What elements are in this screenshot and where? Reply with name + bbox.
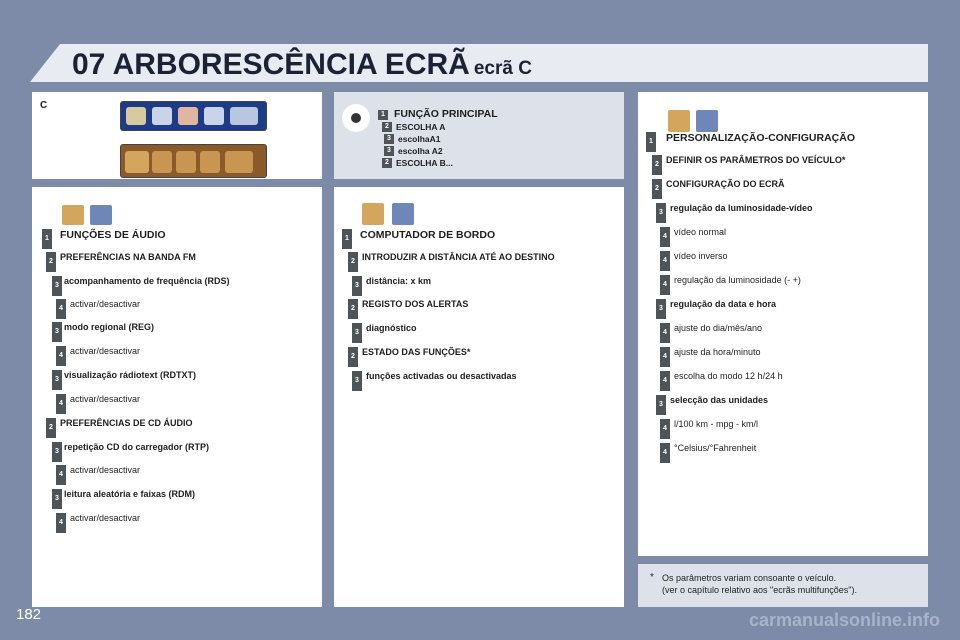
footnote-star: * xyxy=(650,572,654,583)
config-item: selecção das unidades xyxy=(670,395,769,405)
config-item: °Celsius/°Fahrenheit xyxy=(674,443,757,453)
level-badge: 4 xyxy=(660,371,670,391)
audio-functions-panel xyxy=(32,187,322,607)
level-badge: 2 xyxy=(652,155,662,175)
navigation-icon xyxy=(225,151,253,173)
choice-a: ESCOLHA A xyxy=(396,122,446,132)
brightness-icon xyxy=(342,104,370,132)
level-badge: 2 xyxy=(348,347,358,367)
config-item: regulação da data e hora xyxy=(670,299,777,309)
level-badge: 2 xyxy=(382,122,392,132)
computer-icon xyxy=(152,107,172,125)
fuel-icon-blue xyxy=(392,203,414,225)
settings-icon xyxy=(176,151,196,173)
level-badge: 4 xyxy=(56,299,66,319)
phone-icon xyxy=(200,151,220,173)
level-badge: 2 xyxy=(652,179,662,199)
footnote-line-2: (ver o capítulo relativo aos "ecrãs multifunções"). xyxy=(662,585,857,595)
audio-item: visualização rádiotext (RDTXT) xyxy=(64,370,197,380)
level-badge: 1 xyxy=(646,132,656,152)
level-badge: 3 xyxy=(52,322,62,342)
settings-icon-blue xyxy=(696,110,718,132)
level-badge: 4 xyxy=(56,394,66,414)
level-badge: 3 xyxy=(656,395,666,415)
choice-b: ESCOLHA B... xyxy=(396,158,453,168)
level-badge: 3 xyxy=(352,323,362,343)
screen-label: C xyxy=(40,100,48,111)
level-badge: 3 xyxy=(656,203,666,223)
audio-icon xyxy=(126,107,146,125)
computer-icon xyxy=(152,151,172,173)
level-badge: 3 xyxy=(384,134,394,144)
navigation-icon xyxy=(230,107,258,125)
main-function-panel xyxy=(334,92,624,179)
audio-item: repetição CD do carregador (RTP) xyxy=(64,442,210,452)
audio-item: leitura aleatória e faixas (RDM) xyxy=(64,489,196,499)
choice-a1: escolhaA1 xyxy=(398,134,441,144)
audio-item: modo regional (REG) xyxy=(64,322,154,332)
personalization-panel xyxy=(638,92,928,556)
level-badge: 4 xyxy=(660,227,670,247)
level-badge: 4 xyxy=(660,443,670,463)
audio-item: activar/desactivar xyxy=(70,299,141,309)
audio-item: PREFERÊNCIAS NA BANDA FM xyxy=(60,252,196,262)
page-title xyxy=(72,44,532,82)
config-item: l/100 km - mpg - km/l xyxy=(674,419,759,429)
page-subtitle: ecrã C xyxy=(473,58,532,79)
level-badge: 4 xyxy=(660,251,670,271)
phone-icon xyxy=(204,107,224,125)
level-badge: 2 xyxy=(348,299,358,319)
audio-item: activar/desactivar xyxy=(70,513,141,523)
trip-computer-panel xyxy=(334,187,624,607)
audio-title: FUNÇÕES DE ÁUDIO xyxy=(60,229,166,241)
config-item: regulação da luminosidade (- +) xyxy=(674,275,801,285)
config-item: vídeo normal xyxy=(674,227,727,237)
computer-item: INTRODUZIR A DISTÂNCIA ATÉ AO DESTINO xyxy=(362,252,555,262)
computer-item: funções activadas ou desactivadas xyxy=(366,371,517,381)
level-badge: 3 xyxy=(52,276,62,296)
config-title: PERSONALIZAÇÃO-CONFIGURAÇÃO xyxy=(666,132,855,144)
settings-icon xyxy=(668,110,690,132)
level-badge: 3 xyxy=(52,370,62,390)
level-badge: 3 xyxy=(656,299,666,319)
level-badge: 4 xyxy=(660,419,670,439)
page-number: 182 xyxy=(16,606,42,623)
level-badge: 2 xyxy=(382,158,392,168)
config-item: DEFINIR OS PARÂMETROS DO VEÍCULO* xyxy=(666,155,846,165)
computer-item: diagnóstico xyxy=(366,323,417,333)
computer-item: REGISTO DOS ALERTAS xyxy=(362,299,469,309)
audio-icon-blue xyxy=(90,205,112,225)
level-badge: 2 xyxy=(46,418,56,438)
config-item: escolha do modo 12 h/24 h xyxy=(674,371,783,381)
menu-icon-bar-blue xyxy=(120,101,267,131)
level-badge: 3 xyxy=(352,276,362,296)
footnote-panel xyxy=(638,564,928,607)
level-badge: 4 xyxy=(660,323,670,343)
computer-title: COMPUTADOR DE BORDO xyxy=(360,229,496,241)
level-badge: 4 xyxy=(56,346,66,366)
config-item: regulação da luminosidade-vídeo xyxy=(670,203,813,213)
watermark: carmanualsonline.info xyxy=(748,610,940,630)
level-badge: 3 xyxy=(352,371,362,391)
level-badge: 4 xyxy=(56,465,66,485)
settings-icon xyxy=(178,107,198,125)
level-badge: 3 xyxy=(52,489,62,509)
level-badge: 1 xyxy=(342,229,352,249)
level-badge: 2 xyxy=(348,252,358,272)
fuel-icon xyxy=(362,203,384,225)
audio-item: activar/desactivar xyxy=(70,465,141,475)
footnote-line-1: Os parâmetros variam consoante o veículo. xyxy=(662,573,837,583)
config-item: ajuste do dia/mês/ano xyxy=(674,323,763,333)
computer-item: distância: x km xyxy=(366,276,432,286)
level-badge: 4 xyxy=(660,347,670,367)
level-badge: 2 xyxy=(46,252,56,272)
level-badge: 3 xyxy=(384,146,394,156)
level-badge: 1 xyxy=(378,110,388,120)
computer-item: ESTADO DAS FUNÇÕES* xyxy=(362,347,471,357)
level-badge: 1 xyxy=(42,229,52,249)
audio-icon xyxy=(62,205,84,225)
audio-item: PREFERÊNCIAS DE CD ÁUDIO xyxy=(60,418,193,428)
menu-icon-bar-brown xyxy=(120,144,267,178)
screen-c-panel xyxy=(32,92,322,179)
level-badge: 4 xyxy=(56,513,66,533)
config-item: vídeo inverso xyxy=(674,251,728,261)
choice-a2: escolha A2 xyxy=(398,146,443,156)
page-title-main: 07 ARBORESCÊNCIA ECRÃ xyxy=(72,48,470,81)
config-item: CONFIGURAÇÃO DO ECRÃ xyxy=(666,179,785,189)
level-badge: 3 xyxy=(52,442,62,462)
audio-item: acompanhamento de frequência (RDS) xyxy=(64,276,230,286)
level-badge: 4 xyxy=(660,275,670,295)
config-item: ajuste da hora/minuto xyxy=(674,347,761,357)
audio-icon xyxy=(125,151,149,173)
main-function-title: FUNÇÃO PRINCIPAL xyxy=(394,108,498,120)
audio-item: activar/desactivar xyxy=(70,346,141,356)
audio-item: activar/desactivar xyxy=(70,394,141,404)
